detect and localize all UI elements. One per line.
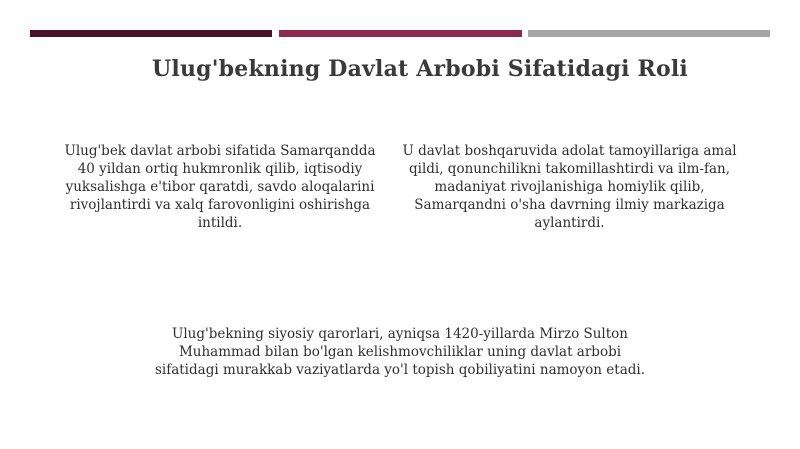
accent-bar-gray [528,30,770,37]
paragraph-left: Ulug'bek davlat arbobi sifatida Samarqandda 40 yildan ortiq hukmronlik qilib, iqtisodiy yuksalishga e'tibor qaratdi, savdo aloqalarini rivojlantirdi va xalq farovonligini oshirishga intildi. [64,143,376,231]
paragraph-right: U davlat boshqaruvida adolat tamoyillariga amal qildi, qonunchilikni takomillashtirdi va ilm-fan, madaniyat rivojlanishiga homiylik qilib, Samarqandni o'sha davrning ilmiy markaziga aylantirdi. [402,143,737,231]
paragraph-bottom: Ulug'bekning siyosiy qarorlari, ayniqsa 1420-yillarda Mirzo Sulton Muhammad bilan bo'lgan kelishmovchiliklar uning davlat arbobi sifatidagi murakkab vaziyatlarda yo'l topish qobiliyatini namoyon etadi. [154,326,646,378]
accent-bar-dark [30,30,272,37]
slide-title: Ulug'bekning Davlat Arbobi Sifatidagi Roli [152,56,688,82]
accent-bar-magenta [279,30,522,37]
